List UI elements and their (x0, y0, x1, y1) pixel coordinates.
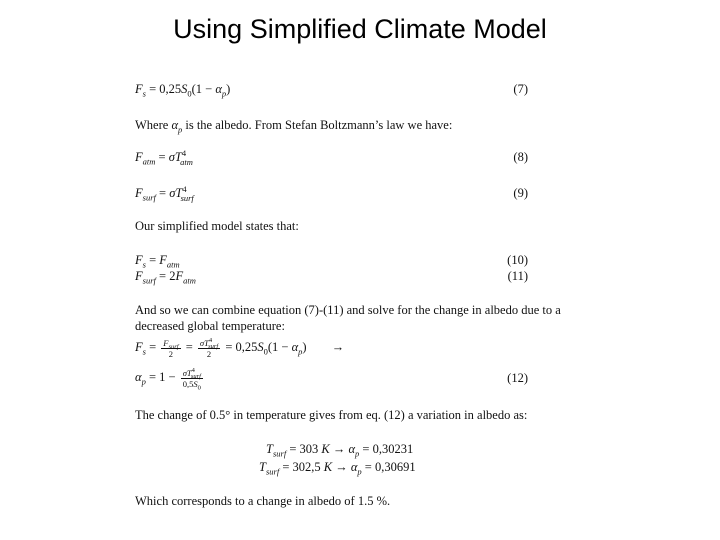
change-paragraph: The change of 0.5° in temperature gives from eq. (12) a variation in albedo as: (135, 408, 528, 422)
equation-number-9: (9) (513, 186, 528, 200)
equation-12: $\alpha_p = 1$ − $\frac{\sigma T^4_{surf}}{0,5S_0}$ (135, 366, 201, 392)
equation-number-11: (11) (507, 269, 528, 283)
combine-paragraph-line-2: decreased global temperature: (135, 319, 285, 333)
intro-paragraph: Where $\alpha_p$ is the albedo. From Stefan Boltzmann’s law we have: (135, 118, 453, 135)
result-line-1: $T_{surf} = 303$ $K \to \alpha_p = 0,30231$ (266, 442, 414, 459)
result-line-2: $T_{surf} = 302,5$ $K \to \alpha_p = 0,30691$ (259, 460, 416, 477)
slide-title: Using Simplified Climate Model (173, 14, 547, 44)
equation-number-8: (8) (513, 150, 528, 164)
equation-number-12: (12) (507, 371, 528, 385)
combined-equation: $F_s$ = $\frac{F_{surf}}{2}$ = $\frac{\sigma T^4_{surf}}{2}$ = $0,25S_0(1 - \alpha_p)$ → (135, 336, 345, 359)
equation-7: $F_s = 0,25S_0(1 - \alpha_p)$ (135, 82, 231, 99)
equation-11: $F_{surf} = 2F_{atm}$ (135, 269, 196, 286)
equation-number-7: (7) (513, 82, 528, 96)
equation-8: $F_{atm} = \sigma T^4_{atm}$ (135, 147, 193, 167)
conclusion-paragraph: Which corresponds to a change in albedo of 1.5 %. (135, 494, 391, 508)
equation-9: $F_{surf} = \sigma T^4_{surf}$ (135, 183, 194, 203)
equation-10: $F_s = F_{atm}$ (135, 253, 180, 270)
equation-number-10: (10) (507, 253, 528, 267)
model-statement: Our simplified model states that: (135, 219, 299, 233)
combine-paragraph-line-1: And so we can combine equation (7)-(11) and solve for the change in albedo due to a (135, 303, 561, 317)
